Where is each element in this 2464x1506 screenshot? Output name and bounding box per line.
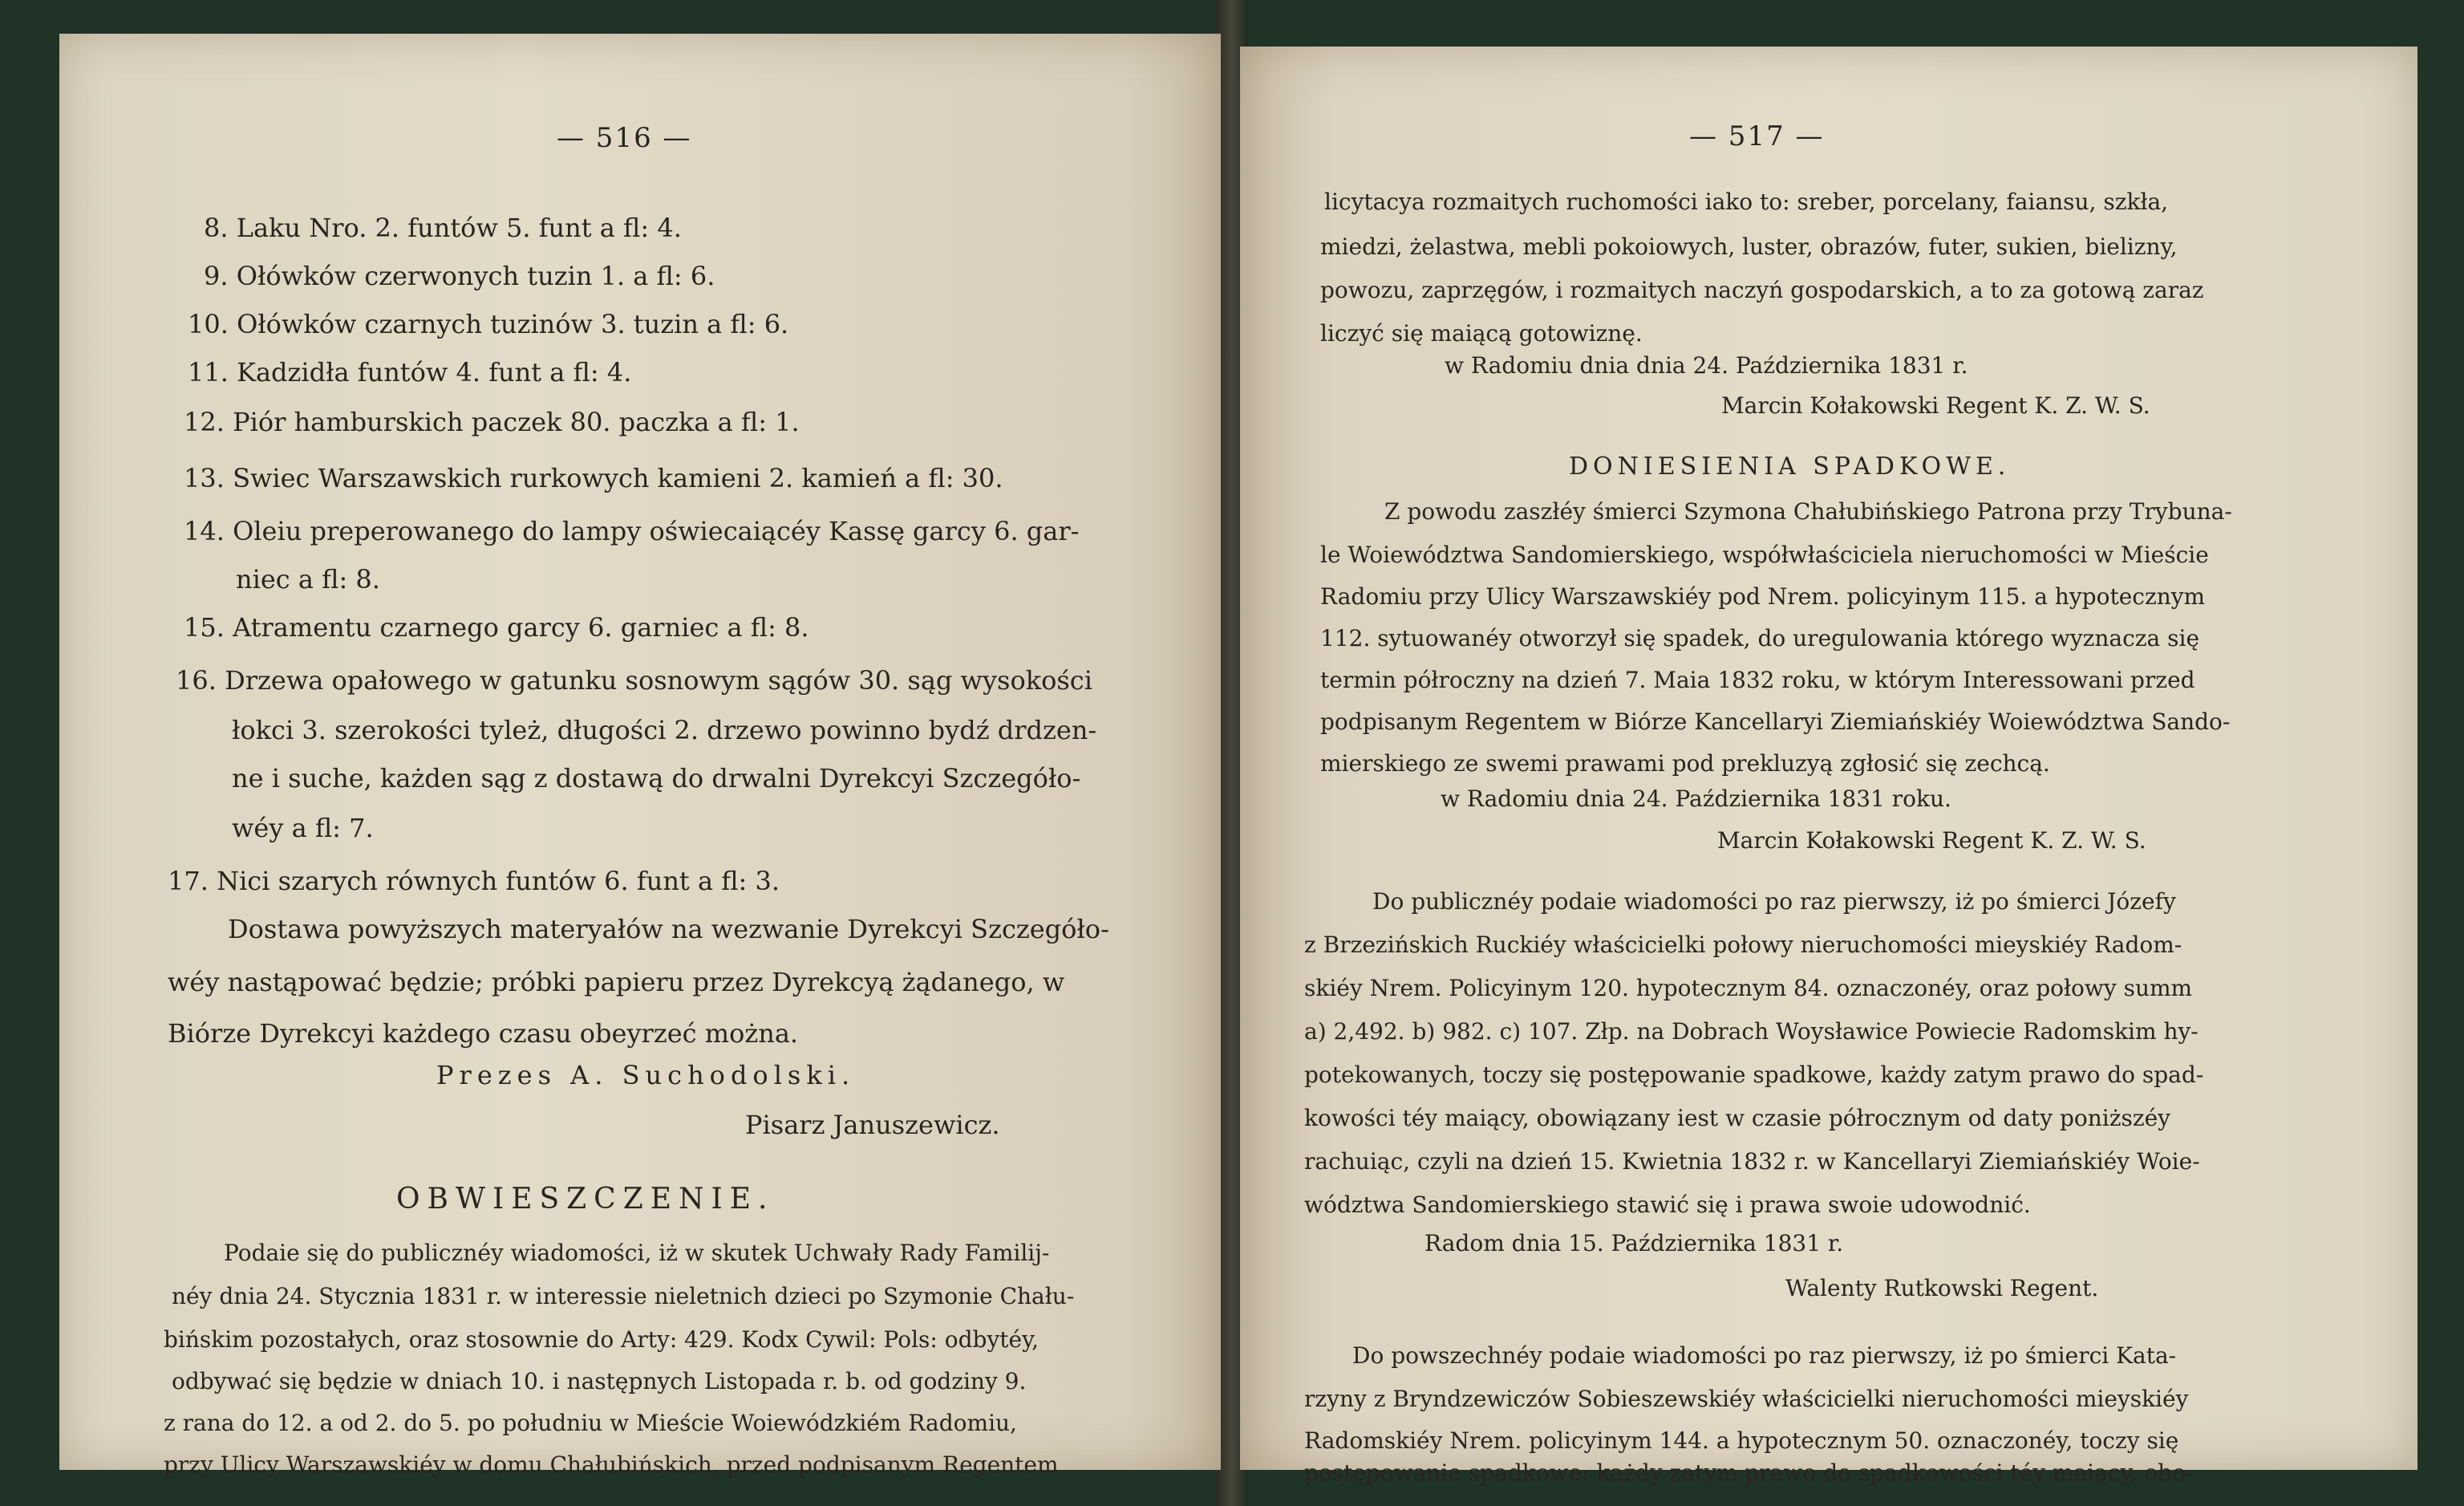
- item-line: 17. Nici szarych równych funtów 6. funt a fl: 3.: [168, 866, 780, 896]
- body-line: wéy nastąpować będzie; próbki papieru przez Dyrekcyą żądanego, w: [168, 967, 1065, 997]
- item-line: 9. Ołówków czerwonych tuzin 1. a fl: 6.: [204, 261, 715, 291]
- item-line: 16. Drzewa opałowego w gatunku sosnowym sągów 30. sąg wysokości: [176, 665, 1092, 696]
- body-line: potekowanych, toczy się postępowanie spadkowe, każdy zatym prawo do spad-: [1304, 1062, 2204, 1088]
- body-line: bińskim pozostałych, oraz stosownie do Arty: 429. Kodx Cywil: Pols: odbytéy,: [164, 1326, 1040, 1353]
- body-line: licytacya rozmaitych ruchomości iako to: sreber, porcelany, faiansu, szkła,: [1324, 189, 2169, 215]
- body-line: liczyć się maiącą gotowiznę.: [1320, 320, 1643, 347]
- page-number-right: — 517 —: [1689, 120, 1825, 152]
- body-line: przy Ulicy Warszawskiéy w domu Chałubińskich, przed podpisanym Regentem: [164, 1451, 1059, 1478]
- body-line: Podaie się do publicznéy wiadomości, iż w skutek Uchwały Rady Familij-: [224, 1240, 1050, 1266]
- body-line: le Woiewództwa Sandomierskiego, współwłaściciela nieruchomości w Mieście: [1320, 542, 2209, 568]
- body-line: rzyny z Bryndzewiczów Sobieszewskiéy właścicielki nieruchomości mieyskiéy: [1304, 1386, 2189, 1412]
- body-line: postępowanie spadkowe: każdy zatym prawo do spadkowości téy maiący, obo-: [1304, 1459, 2194, 1486]
- signature-president: Prezes A. Suchodolski.: [436, 1060, 856, 1090]
- item-line: 12. Piór hamburskich paczek 80. paczka a fl: 1.: [184, 407, 800, 437]
- body-line: néy dnia 24. Stycznia 1831 r. w interessie nieletnich dzieci po Szymonie Chału-: [172, 1283, 1075, 1309]
- body-line: podpisanym Regentem w Biórze Kancellaryi Ziemiańskiéy Woiewództwa Sando-: [1320, 708, 2231, 735]
- signature-line: Walenty Rutkowski Regent.: [1785, 1275, 2099, 1301]
- signature-clerk: Pisarz Januszewicz.: [745, 1110, 1000, 1140]
- body-line: skiéy Nrem. Policyinym 120. hypotecznym 84. oznaczonéy, oraz połowy summ: [1304, 975, 2193, 1001]
- left-page: [59, 34, 1221, 1478]
- item-line: 11. Kadzidła funtów 4. funt a fl: 4.: [188, 357, 632, 388]
- body-line: Do powszechnéy podaie wiadomości po raz pierwszy, iż po śmierci Kata-: [1352, 1342, 2177, 1369]
- body-line: termin półroczny na dzień 7. Maia 1832 roku, w którym Interessowani przed: [1320, 667, 2195, 693]
- body-line: rachuiąc, czyli na dzień 15. Kwietnia 1832 r. w Kancellaryi Ziemiańskiéy Woie-: [1304, 1148, 2200, 1175]
- item-line: łokci 3. szerokości tyleż, długości 2. drzewo powinno bydź drdzen-: [232, 715, 1097, 745]
- item-line: 14. Oleiu preperowanego do lampy oświecaiącéy Kassę garcy 6. gar-: [184, 516, 1080, 546]
- body-line: z rana do 12. a od 2. do 5. po południu w Mieście Woiewódzkiém Radomiu,: [164, 1410, 1017, 1436]
- item-line: 8. Laku Nro. 2. funtów 5. funt a fl: 4.: [204, 213, 682, 243]
- body-line: Z powodu zaszłéy śmierci Szymona Chałubińskiego Patrona przy Trybuna-: [1384, 498, 2232, 525]
- item-line: 13. Swiec Warszawskich rurkowych kamieni 2. kamień a fl: 30.: [184, 463, 1003, 493]
- item-line: niec a fl: 8.: [236, 564, 380, 595]
- item-line: ne i suche, każden sąg z dostawą do drwalni Dyrekcyi Szczegóło-: [232, 763, 1081, 794]
- body-line: 112. sytuowanéy otworzył się spadek, do uregulowania którego wyznacza się: [1320, 625, 2200, 652]
- body-line: powozu, zaprzęgów, i rozmaitych naczyń gospodarskich, a to za gotową zaraz: [1320, 277, 2204, 303]
- body-line: mierskiego ze swemi prawami pod prekluzyą zgłosić się zechcą.: [1320, 750, 2050, 777]
- body-line: Dostawa powyższych materyałów na wezwanie Dyrekcyi Szczegóło-: [228, 914, 1109, 944]
- section-heading: DONIESIENIA SPADKOWE.: [1569, 453, 2011, 481]
- body-line: odbywać się będzie w dniach 10. i następnych Listopada r. b. od godziny 9.: [172, 1368, 1027, 1394]
- item-line: wéy a fl: 7.: [232, 813, 374, 843]
- date-line: Radom dnia 15. Października 1831 r.: [1424, 1230, 1844, 1256]
- item-line: 10. Ołówków czarnych tuzinów 3. tuzin a fl: 6.: [188, 309, 789, 339]
- body-line: kowości téy maiący, obowiązany iest w czasie półrocznym od daty poniższéy: [1304, 1105, 2170, 1131]
- body-line: wództwa Sandomierskiego stawić się i prawa swoie udowodnić.: [1304, 1191, 2031, 1218]
- body-line: Biórze Dyrekcyi każdego czasu obeyrzeć można.: [168, 1018, 799, 1049]
- item-line: 15. Atramentu czarnego garcy 6. garniec a fl: 8.: [184, 612, 809, 643]
- body-line: Radomskiéy Nrem. policyinym 144. a hypotecznym 50. oznaczonéy, toczy się: [1304, 1427, 2179, 1454]
- body-line: Radomiu przy Ulicy Warszawskiéy pod Nrem. policyinym 115. a hypotecznym: [1320, 583, 2206, 610]
- page-number-left: — 516 —: [557, 122, 692, 154]
- body-line: a) 2,492. b) 982. c) 107. Złp. na Dobrach Woysławice Powiecie Radomskim hy-: [1304, 1018, 2199, 1045]
- date-line: w Radomiu dnia dnia 24. Października 1831 r.: [1445, 352, 1968, 379]
- signature-line: Marcin Kołakowski Regent K. Z. W. S.: [1721, 392, 2150, 419]
- body-line: miedzi, żelastwa, mebli pokoiowych, luster, obrazów, futer, sukien, bielizny,: [1320, 233, 2178, 260]
- date-line: w Radomiu dnia 24. Października 1831 roku.: [1441, 785, 1951, 812]
- right-page: [1240, 47, 2417, 1486]
- section-heading: OBWIESZCZENIE.: [396, 1183, 775, 1216]
- body-line: z Brzezińskich Ruckiéy właścicielki połowy nieruchomości mieyskiéy Radom-: [1304, 932, 2182, 958]
- body-line: Do publicznéy podaie wiadomości po raz pierwszy, iż po śmierci Józefy: [1372, 888, 2176, 915]
- signature-line: Marcin Kołakowski Regent K. Z. W. S.: [1717, 827, 2146, 854]
